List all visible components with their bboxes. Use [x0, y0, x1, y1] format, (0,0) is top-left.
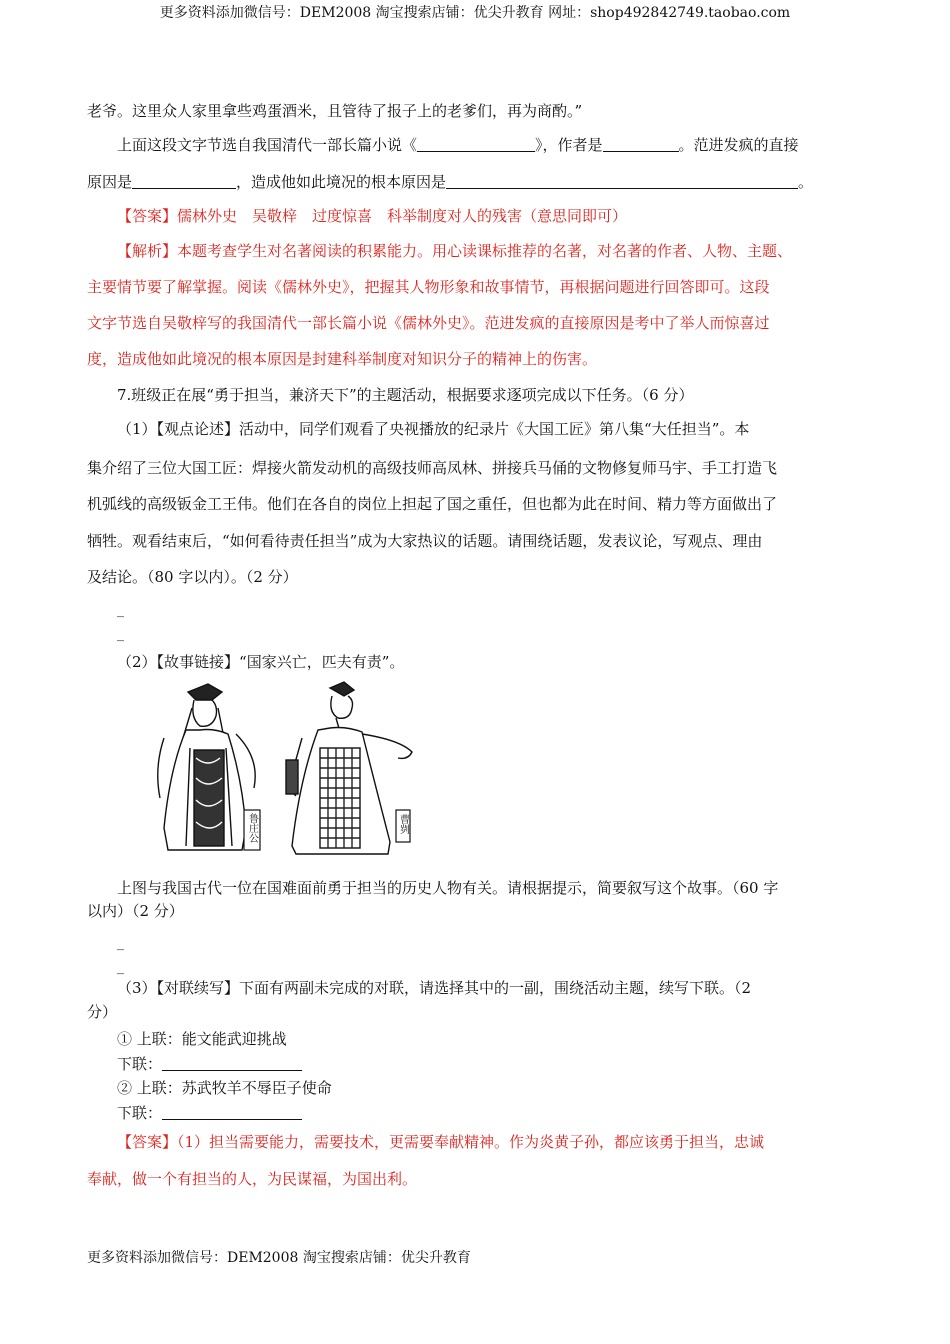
blank-direct-cause[interactable]: [132, 170, 236, 189]
illustration-historical-figures: [150, 678, 440, 860]
blank-book-title[interactable]: [417, 133, 535, 152]
analysis-line-2: 主要情节要了解掌握。阅读《儒林外史》，把握其人物形象和故事情节，再根据问题进行回答即可。这段: [87, 278, 770, 296]
q7-1-line-1: （1）【观点论述】活动中，同学们观看了央视播放的纪录片《大国工匠》第八集“大任担当”。本: [117, 420, 750, 438]
q7-2-prompt-line-2: 以内）（2 分）: [87, 902, 184, 920]
text: 上面这段文字节选自我国清代一部长篇小说《: [117, 136, 418, 154]
q7-1-line-4: 牺牲。观看结束后，“如何看待责任担当”成为大家热议的话题。请围绕话题，发表议论，写观点、理由: [87, 532, 763, 550]
answer-7-line-1: 【答案】（1）担当需要能力，需要技术，更需要奉献精神。作为炎黄子孙，都应该勇于担当，忠诚: [117, 1133, 765, 1151]
answer-line-mark[interactable]: _: [117, 959, 124, 975]
answer-7-line-2: 奉献，做一个有担当的人，为民谋福，为国出利。: [87, 1170, 418, 1188]
q7-1-line-5: 及结论。（80 字以内）。（2 分）: [87, 568, 298, 586]
q7-1-line-2: 集介绍了三位大国工匠：焊接火箭发动机的高级技师高凤林、拼接兵马俑的文物修复师马宇、手工打造飞: [87, 459, 778, 477]
q7-3-title-line-2: 分）: [87, 1003, 118, 1021]
text: ，造成他如此境况的根本原因是: [236, 173, 447, 191]
answer-line-mark[interactable]: _: [117, 626, 124, 642]
label-right-text: 曹刿: [397, 814, 409, 834]
page-footer: 更多资料添加微信号：DEM2008 淘宝搜索店铺：优尖升教育: [87, 1250, 471, 1266]
couplet-2-upper: ② 上联：苏武牧羊不辱臣子使命: [117, 1079, 332, 1097]
text: 。: [798, 173, 814, 191]
question-6-line-1: [117, 127, 897, 163]
page-header: 更多资料添加微信号：DEM2008 淘宝搜索店铺：优尖升教育 网址：shop492842749.taobao.com: [159, 5, 791, 21]
label-left-text: 鲁庄公: [246, 813, 258, 843]
text: 原因是: [87, 173, 133, 191]
blank-author[interactable]: [603, 133, 679, 152]
text: 》，作者是: [535, 136, 603, 154]
blank-root-cause[interactable]: [446, 170, 798, 189]
question-7-title: 7.班级正在展“勇于担当，兼济天下”的主题活动，根据要求逐项完成以下任务。（6 分）: [117, 386, 694, 404]
text: 。范进发疯的直接: [678, 136, 799, 154]
question-6-line-2: [87, 164, 867, 200]
q7-2-prompt-line-1: 上图与我国古代一位在国难面前勇于担当的历史人物有关。请根据提示，简要叙写这个故事。（60 字: [117, 879, 779, 897]
couplet-1-blank[interactable]: [162, 1052, 302, 1071]
analysis-line-1: 【解析】本题考查学生对名著阅读的积累能力。用心读课标推荐的名著，对名著的作者、人物、主题、: [117, 242, 793, 260]
figures-drawing: [150, 678, 440, 860]
analysis-line-4: 度，造成他如此境况的根本原因是封建科举制度对知识分子的精神上的伤害。: [87, 350, 598, 368]
q7-1-line-3: 机弧线的高级钣金工王伟。他们在各自的岗位上担起了国之重任，但也都为此在时间、精力等方面做出了: [87, 495, 778, 513]
label: 下联：: [117, 1104, 163, 1122]
answer-line-mark[interactable]: _: [117, 935, 124, 951]
couplet-2-lower: [117, 1101, 897, 1125]
couplet-2-blank[interactable]: [162, 1101, 302, 1120]
q7-3-title-line-1: （3）【对联续写】下面有两副未完成的对联，请选择其中的一副，围绕活动主题，续写下联。（2: [117, 979, 752, 997]
answer-6: 【答案】儒林外史 吴敬梓 过度惊喜 科举制度对人的残害（意思同即可）: [117, 207, 628, 225]
paragraph-line: 老爷。这里众人家里拿些鸡蛋酒米，且管待了报子上的老爹们，再为商酌。”: [87, 102, 583, 120]
label: 下联：: [117, 1055, 163, 1073]
analysis-line-3: 文字节选自吴敬梓写的我国清代一部长篇小说《儒林外史》。范进发疯的直接原因是考中了举人而惊喜过: [87, 314, 770, 332]
couplet-1-lower: [117, 1052, 897, 1076]
answer-line-mark[interactable]: _: [117, 602, 124, 618]
couplet-1-upper: ① 上联：能文能武迎挑战: [117, 1030, 287, 1048]
q7-2-title: （2）【故事链接】“国家兴亡，匹夫有责”。: [117, 653, 405, 671]
